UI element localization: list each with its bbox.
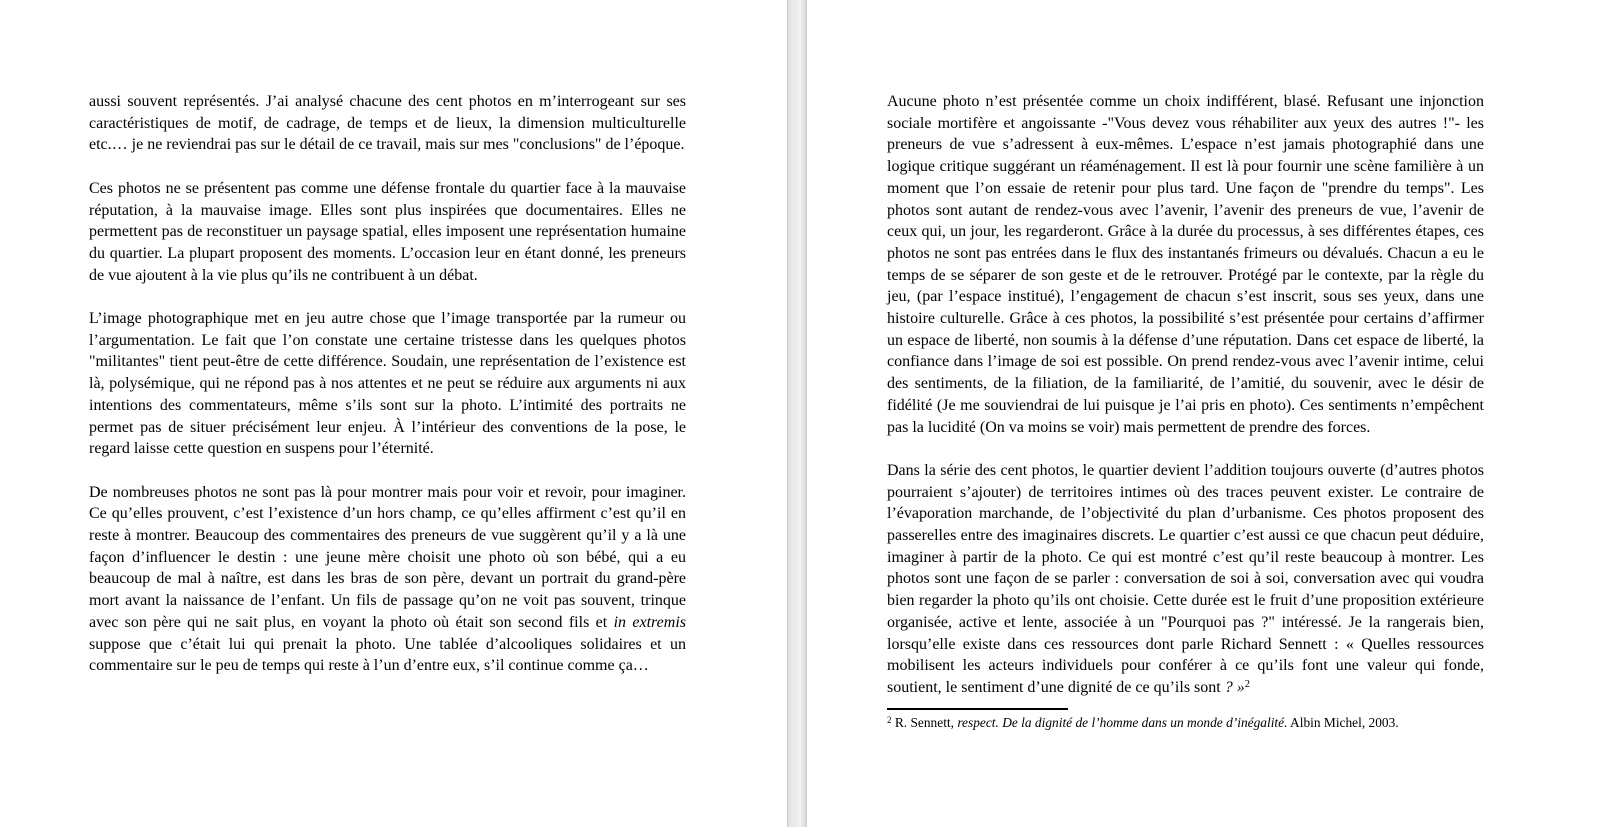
italic-text-run: respect. De la dignité de l’homme dans un monde d’inégalité.	[957, 714, 1288, 730]
paragraph	[89, 308, 686, 460]
text-run: aussi souvent représentés. J’ai analysé chacune des cent photos en m’interrogeant sur ses caractéristiques de motif, de cadrage, de temps et de lieux, la dimension multiculturelle etc.… je ne reviendrai pas sur le détail de ce travail, mais sur mes "conclusions" de l’époque.	[89, 93, 686, 154]
page-right-text-column	[887, 91, 1484, 731]
page-left	[0, 0, 787, 827]
text-run: Ces photos ne se présentent pas comme une défense frontale du quartier face à la mauvaise réputation, à la mauvaise image. Elles sont plus inspirées que documentaires. Elles ne permettent pas de reconstituer un paysage spatial, elles imposent une représentation humaine du quartier. La plupart proposent des moments. L’occasion leur en étant donné, les preneurs de vue ajoutent à la vie plus qu’ils ne contribuent à un débat.	[89, 179, 686, 284]
paragraph	[887, 91, 1484, 438]
text-run: Aucune photo n’est présentée comme un choix indifférent, blasé. Refusant une injonction sociale mortifère et angoissante -"Vous devez vous réhabiliter aux yeux des autres !"- les preneurs de vue s’adressent à eux-mêmes. L’espace n’est jamais photographié dans une logique critique suggérant un réaménagement. Il est là pour fournir une scène familière à un moment que l’on essaie de retenir pour plus tard. Une façon de "prendre du temps". Les photos sont autant de rendez-vous avec l’avenir, l’avenir des preneurs de vue, l’avenir de ceux qui, un jour, les regarderont. Grâce à la durée du processus, à ses différentes étapes, ces photos ne sont pas entrées dans le flux des instantanés frimeurs ou dévalués. Chacun a eu le temps de se séparer de son geste et de le retrouver. Protégé par le contexte, par la règle du jeu, (par l’espace institué), l’engagement de chacun s’est inscrit, sous ses yeux, dans une histoire culturelle. Grâce à ces photos, la possibilité s’est présentée pour certains d’affirmer un espace de liberté, non soumis à la défense d’une réputation. Dans cet espace de liberté, la confiance dans l’image de soi est possible. On prend rendez-vous avec l’avenir intime, celui des sentiments, de la filiation, de la familiarité, de l’amitié, du souvenir, avec le désir de fidélité (Je me souviendrai de lui puisque je l’ai pris en photo). Ces sentiments n’empêchent pas la lucidité (On va moins se voir) mais permettent de prendre des forces.	[887, 93, 1484, 436]
footnote-marker: 2	[887, 714, 892, 725]
paragraph	[89, 482, 686, 677]
footnote	[887, 714, 1484, 731]
text-run: Albin Michel, 2003.	[1287, 714, 1399, 730]
paragraph	[89, 91, 686, 156]
italic-text-run: ? »	[1220, 678, 1245, 696]
italic-text-run: in extremis	[613, 613, 686, 631]
page-left-text-column	[89, 91, 686, 677]
footnote-reference: 2	[1244, 678, 1250, 690]
text-run: Dans la série des cent photos, le quartier devient l’addition toujours ouverte (d’autres photos pourraient s’ajouter) de territoires intimes où des traces peuvent exister. Le contraire de l’évaporation marchande, de l’objectivité du plan d’urbanisme. Ces photos proposent des passerelles entre des imaginaires discrets. Le quartier c’est aussi ce que chacun peut déduire, imaginer à partir de la photo. Ce qui est montré c’est qu’il reste beaucoup à montrer. Les photos sont une façon de se parler : conversation de soi à soi, conversation avec qui voudra bien regarder la photo qu’ils ont choisie. Cette durée est le fruit d’une proposition extérieure organisée, active et lente, associée à un "Pourquoi pas ?" intéressé. Je la rangerais bien, lorsqu’elle existe dans ces ressources dont parle Richard Sennett : « Quelles ressources mobilisent les acteurs individuels pour conférer à ce qu’ils font une valeur qui fonde, soutient, le sentiment d’une dignité de ce qu’ils sont	[887, 461, 1484, 696]
page-gutter	[787, 0, 807, 827]
text-run: L’image photographique met en jeu autre chose que l’image transportée par la rumeur ou l’argumentation. Le fait que l’on constate une certaine tristesse dans les quelques photos "militantes" tient peut-être de cette différence. Soudain, une représentation de l’existence est là, polysémique, qui ne répond pas à nos attentes et ne peut se réduire aux arguments ni aux intentions des commentateurs, même s’ils sont sur la photo. L’intimité des portraits ne permet pas de situer précisément leur enjeu. À l’intérieur des conventions de la pose, le regard laisse cette question en suspens pour l’éternité.	[89, 310, 686, 458]
paragraph	[89, 178, 686, 287]
text-run: R. Sennett,	[891, 714, 958, 730]
text-run: De nombreuses photos ne sont pas là pour montrer mais pour voir et revoir, pour imaginer. Ce qu’elles prouvent, c’est l’existence d’un hors champ, ce qu’elles affirment c’est qu’il en reste à montrer. Beaucoup des commentaires des preneurs de vue suggèrent qu’il y a là une façon d’influencer le destin : une jeune mère choisit une photo où son bébé, qui a eu beaucoup de mal à naître, est dans les bras de son père, devant un portrait du grand-père mort avant la naissance de l’enfant. Un fils de passage qu’on ne voit pas souvent, trinque avec son père qui ne sait plus, en voyant la photo où était son second fils et	[89, 483, 686, 631]
footnote-separator	[887, 708, 1068, 710]
page-right	[807, 0, 1597, 827]
text-run: suppose que c’était lui qui prenait la photo. Une tablée d’alcooliques solidaires et un commentaire sur le peu de temps qui reste à l’un d’entre eux, s’il continue comme ça…	[89, 635, 686, 675]
paragraph	[887, 460, 1484, 699]
